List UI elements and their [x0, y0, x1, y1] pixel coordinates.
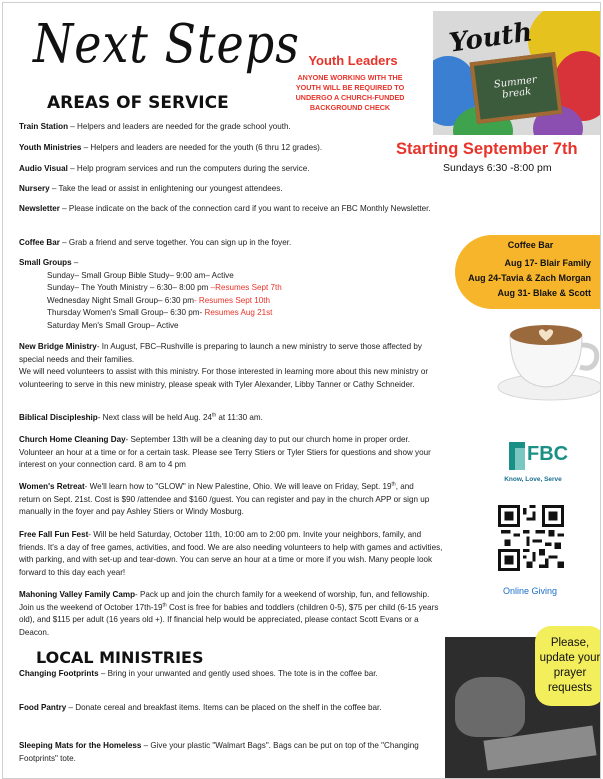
board-line: break	[501, 86, 532, 101]
nursery-item	[19, 183, 437, 196]
local-ministries-heading: LOCAL MINISTRIES	[36, 648, 204, 667]
small-group-line: Wednesday Night Small Group– 6:30 pm- Resumes Sept 10th	[47, 295, 270, 305]
item-text: – Helpers and leaders are needed for the youth (6 thru 12 grades).	[81, 143, 323, 152]
youth-summer-break-image	[433, 11, 600, 135]
coffee-bar-item-service	[19, 237, 437, 250]
item-label: Mahoning Valley Family Camp	[19, 590, 136, 599]
fbc-logo	[503, 438, 569, 490]
small-group-line: Sunday– Small Group Bible Study– 9:00 am– Active	[47, 270, 234, 280]
coffee-bar-item: Aug 31- Blake & Scott	[497, 288, 591, 298]
youth-ministries-item	[19, 142, 437, 155]
fbc-tagline: Know, Love, Serve	[504, 476, 562, 483]
item-label: Biblical Discipleship	[19, 413, 98, 422]
youth-script-title: Youth	[447, 17, 535, 59]
small-group-line: Saturday Men's Small Group– Active	[47, 320, 179, 330]
youth-start-date: Starting September 7th	[396, 140, 578, 158]
coffee-bar-item: Aug 24-Tavia & Zach Morgan	[468, 273, 591, 283]
coffee-bar-title: Coffee Bar	[507, 240, 554, 250]
item-label: Audio Visual	[19, 164, 68, 173]
item-text: – Help program services and run the computers during the service.	[67, 164, 310, 173]
changing-footprints-item	[19, 668, 431, 681]
item-text: – Grab a friend and serve together. You can sign up in the foyer.	[59, 238, 292, 247]
item-label: New Bridge Ministry	[19, 342, 97, 351]
notice-line: ANYONE WORKING WITH THE	[297, 73, 403, 82]
youth-time: Sundays 6:30 -8:00 pm	[443, 162, 552, 174]
qr-code-icon[interactable]	[498, 505, 564, 571]
fbc-letters: FBC	[527, 443, 569, 465]
item-text: – Please indicate on the back of the connection card if you want to receive an FBC Monthly Newsletter.	[59, 204, 431, 213]
item-text: - In August, FBC–Rushville is preparing to launch a new ministry to serve those affected by special needs and their families.	[19, 342, 422, 364]
small-groups-item	[19, 257, 437, 332]
item-text: – Take the lead or assist in enlightening our youngest attendees.	[49, 184, 283, 193]
item-text: - Will be held Saturday, October 11th, 10:00 am to 2:00 pm. Invite your neighbors, family, and friends. It's a day of free games, activities, and food. We are also needing volunteers to help with games and activities, with parking, and with set-up and tear-down. You can serve an hour at a time or more if you wish. Many people look forward to this day each year!	[19, 530, 443, 577]
womens-retreat-item: Women's Retreat- We'll learn how to "GLOW" in New Palestine, Ohio. We will leave on Friday, Sept. 19th, and return on Sept. 21st. Cost is $90 /attendee and $160 /guest. You can register and pay in the church APP or sign up manually in the foyer and pay Ashley Stiers or Windy Mosburg.	[19, 481, 430, 517]
chalkboard-icon	[470, 52, 563, 124]
logo-mark	[515, 448, 525, 470]
item-label: Nursery	[19, 184, 50, 193]
prayer-line: prayer	[553, 667, 587, 679]
item-label: Changing Footprints	[19, 669, 99, 678]
coffee-cup-icon	[496, 305, 601, 403]
item-label: Newsletter	[19, 204, 60, 213]
board-line: Summer	[493, 73, 538, 91]
discipleship-item: Biblical Discipleship- Next class will be held Aug. 24th at 11:30 am.	[19, 412, 263, 422]
coffee-bar-item: Aug 17- Blair Family	[504, 258, 591, 268]
item-label: Small Groups	[19, 258, 72, 267]
newsletter-item	[19, 203, 437, 216]
item-text: –	[71, 258, 79, 267]
item-text: - September 13th will be a cleaning day to put our church home in proper order. Volunteer an hour at a time or for a certain task. Please see Terry Stiers or Tyler Stiers for questions and show your interest on your connection card. 8 am to 4 pm	[19, 435, 431, 470]
train-station-item	[19, 121, 437, 134]
item-label: Youth Ministries	[19, 143, 82, 152]
flyer-page	[2, 2, 601, 779]
item-label: Free Fall Fun Fest	[19, 530, 89, 539]
notice-line: YOUTH WILL BE REQUIRED TO	[295, 82, 405, 92]
small-group-line: Thursday Women's Small Group– 6:30 pm- Resumes Aug 21st	[47, 308, 273, 318]
notice-line: UNDERGO A CHURCH-FUNDED	[295, 92, 405, 102]
prayer-line: update your	[539, 652, 601, 665]
item-text: We will need volunteers to assist with this ministry. For those interested in learning more about this new ministry or volunteering to serve in this new ministry, please speak with Tyler Alexander, Libby Tanner or Cathy Schneider.	[19, 367, 429, 389]
areas-of-service-heading: AREAS OF SERVICE	[47, 93, 229, 113]
item-label: Food Pantry	[19, 703, 67, 712]
item-label: Train Station	[19, 122, 69, 131]
item-text: – Bring in your unwanted and gently used shoes. The tote is in the coffee bar.	[98, 669, 378, 678]
notice-line: BACKGROUND CHECK	[309, 102, 391, 112]
item-text: – Donate cereal and breakfast items. Items can be placed on the shelf in the coffee bar.	[66, 703, 382, 712]
prayer-request-bubble	[535, 626, 601, 706]
new-bridge-item	[19, 341, 437, 391]
prayer-line: requests	[547, 681, 593, 694]
youth-leaders-notice	[275, 73, 425, 113]
item-label: Church Home Cleaning Day	[19, 435, 126, 444]
sleeping-mats-item	[19, 740, 431, 765]
item-text: – Helpers and leaders are needed for the grade school youth.	[68, 122, 291, 131]
hands-shape	[455, 677, 525, 737]
family-camp-item: Mahoning Valley Family Camp- Pack up and join the church family for a weekend of worship, fun, and fellowship. Join us the weekend of October 17th-19th Cost is free for babies and toddlers (children 0-5), $75 per child (6-15 years old), and $115 per adult (16 years old +). If financial help would be appreciated, please contact Scott Evans or a Deacon.	[19, 590, 439, 637]
fun-fest-item	[19, 529, 445, 579]
online-giving-link[interactable]: Online Giving	[502, 586, 558, 596]
item-label: Coffee Bar	[19, 238, 60, 247]
page-title: Next Steps	[33, 12, 300, 75]
cleaning-day-item	[19, 434, 437, 472]
food-pantry-item	[19, 702, 431, 715]
small-group-line: Sunday– The Youth Ministry – 6:30– 8:00 pm –Resumes Sept 7th	[47, 283, 282, 293]
item-label: Sleeping Mats for the Homeless	[19, 741, 142, 750]
item-label: Women's Retreat	[19, 482, 85, 491]
item-text: – Give your plastic "Walmart Bags". Bags can be put on top of the "Changing Footprints" tote.	[19, 741, 419, 763]
audio-visual-item	[19, 163, 437, 176]
prayer-line: Please,	[550, 637, 590, 650]
youth-leaders-title: Youth Leaders	[308, 53, 398, 68]
